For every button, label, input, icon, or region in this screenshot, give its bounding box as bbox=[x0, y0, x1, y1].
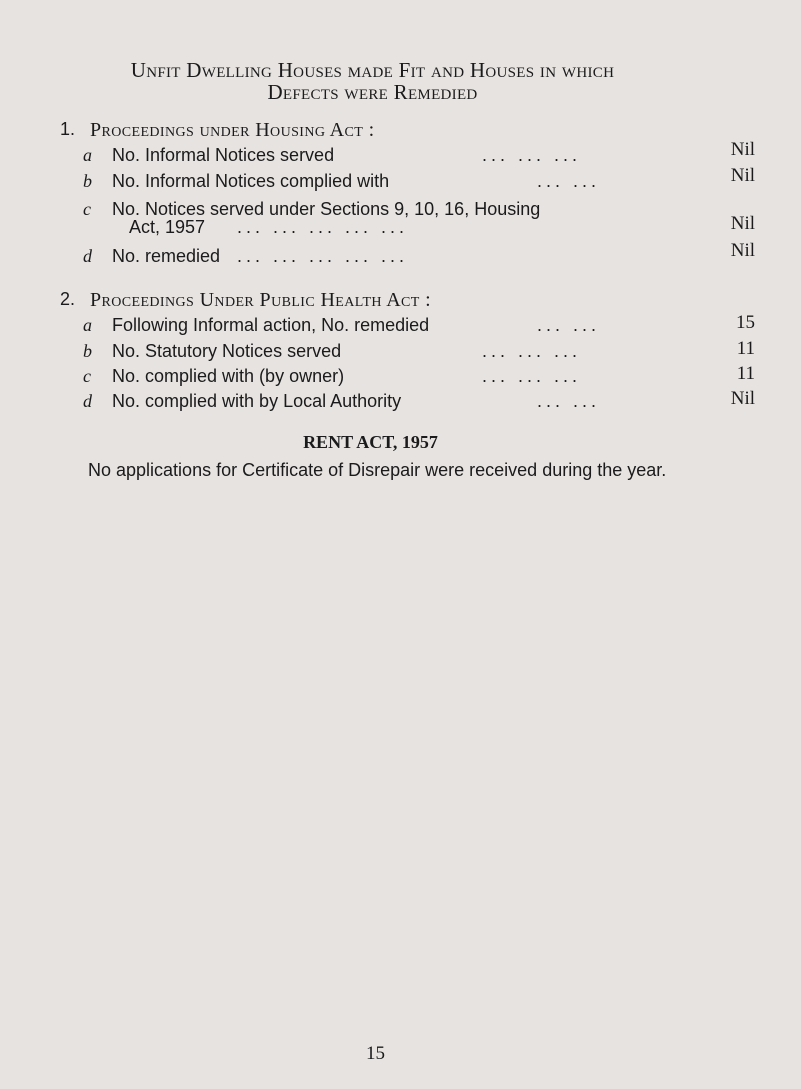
item-letter: a bbox=[83, 315, 92, 335]
item-text-continued: Act, 1957 bbox=[129, 217, 206, 237]
rent-act-paragraph: No applications for Certificate of Disrepair were received during the year. bbox=[88, 460, 667, 480]
section-heading: Proceedings under Housing Act : bbox=[90, 119, 375, 141]
page-title-line-2: Defects were Remedied bbox=[267, 80, 478, 104]
item-letter: d bbox=[83, 246, 92, 266]
leader-dots: ... ... ... bbox=[482, 341, 582, 361]
item-value: Nil bbox=[730, 165, 755, 186]
leader-dots: ... ... ... bbox=[482, 145, 582, 165]
item-value: Nil bbox=[730, 139, 755, 160]
item-text: No. Informal Notices served bbox=[112, 145, 335, 165]
leader-dots: ... ... bbox=[537, 171, 601, 191]
item-text: No. Statutory Notices served bbox=[112, 341, 342, 361]
page-title-line-1: Unfit Dwelling Houses made Fit and Houses in which bbox=[130, 58, 615, 82]
leader-dots: ... ... ... bbox=[482, 366, 582, 386]
item-letter: a bbox=[83, 145, 92, 165]
leader-dots: ... ... bbox=[537, 391, 601, 411]
list-item bbox=[55, 199, 755, 241]
list-item bbox=[55, 240, 755, 268]
list-item bbox=[55, 363, 755, 388]
item-value: 11 bbox=[736, 363, 755, 384]
item-letter: b bbox=[83, 341, 92, 361]
item-value: Nil bbox=[730, 240, 755, 261]
item-value: 11 bbox=[736, 338, 755, 359]
item-text: No. complied with (by owner) bbox=[112, 366, 345, 386]
section-number: 1. bbox=[60, 119, 76, 139]
leader-dots: ... ... ... ... ... bbox=[237, 246, 409, 266]
list-item bbox=[55, 338, 755, 363]
item-value: Nil bbox=[730, 213, 755, 234]
section-number: 2. bbox=[60, 289, 76, 309]
page-number: 15 bbox=[366, 1043, 385, 1064]
item-text: No. Notices served under Sections 9, 10, 16, Housing bbox=[112, 199, 541, 219]
item-letter: d bbox=[83, 391, 92, 411]
item-letter: b bbox=[83, 171, 92, 191]
section-heading: Proceedings Under Public Health Act : bbox=[90, 289, 432, 311]
item-text: No. remedied bbox=[112, 246, 221, 266]
list-item bbox=[55, 388, 755, 413]
item-value: 15 bbox=[736, 312, 755, 333]
rent-act-heading: RENT ACT, 1957 bbox=[303, 432, 438, 452]
list-item bbox=[55, 312, 755, 337]
leader-dots: ... ... ... ... ... bbox=[237, 217, 409, 237]
leader-dots: ... ... bbox=[537, 315, 601, 335]
item-letter: c bbox=[83, 199, 91, 219]
item-letter: c bbox=[83, 366, 91, 386]
item-text: No. Informal Notices complied with bbox=[112, 171, 390, 191]
list-item bbox=[55, 165, 755, 193]
item-text: Following Informal action, No. remedied bbox=[112, 315, 430, 335]
item-value: Nil bbox=[730, 388, 755, 409]
list-item bbox=[55, 139, 755, 167]
item-text: No. complied with by Local Authority bbox=[112, 391, 402, 411]
